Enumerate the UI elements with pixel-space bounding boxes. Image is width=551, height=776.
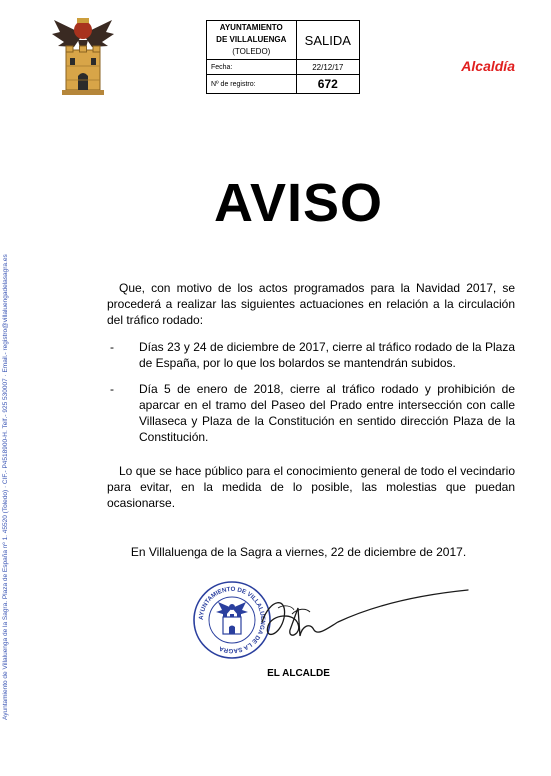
- registry-number-value: 672: [296, 75, 359, 94]
- bullet-dash: -: [110, 382, 114, 396]
- bullet-dash: -: [110, 340, 114, 354]
- list-item: [110, 381, 515, 445]
- list-item-text: Día 5 de enero de 2018, cierre al tráfico rodado y prohibición de aparcar en el tramo del Paseo del Prado entre intersección con calle Villaseca y Plaza de la Constitución en sentido dirección Plaza de la Constitución.: [139, 382, 515, 444]
- registry-organization: [207, 21, 297, 60]
- registry-stamp: [206, 20, 360, 94]
- mayor-signature: [258, 578, 470, 648]
- registry-number-label: Nº de registro:: [207, 75, 297, 94]
- town-crest-logo: [52, 14, 114, 96]
- list-item: [110, 339, 515, 371]
- registry-type: SALIDA: [296, 21, 359, 60]
- list-item-text: Días 23 y 24 de diciembre de 2017, cierre al tráfico rodado de la Plaza de España, por lo que los bolardos se mantendrán subidos.: [139, 340, 515, 370]
- date-line: En Villaluenga de la Sagra a viernes, 22 de diciembre de 2017.: [130, 545, 467, 559]
- measures-list: [110, 339, 515, 455]
- intro-paragraph: Que, con motivo de los actos programados para la Navidad 2017, se procederá a realizar las siguientes actuaciones en relación a la circulación del tráfico rodado:: [107, 281, 515, 327]
- department-label: Alcaldía: [461, 58, 515, 74]
- signatory-title: EL ALCALDE: [267, 668, 330, 679]
- registry-date-value: 22/12/17: [296, 60, 359, 75]
- closing-paragraph: Lo que se hace público para el conocimiento general de todo el vecindario para evitar, en la medida de lo posible, las molestias que puedan ocasionarse.: [107, 464, 515, 510]
- registry-date-label: Fecha:: [207, 60, 297, 75]
- seal-text: AYUNTAMIENTO DE VILLALUENGA DE LA SAGRA: [197, 585, 267, 655]
- registry-org-line2: DE VILLALUENGA: [216, 35, 287, 44]
- page-title: AVISO: [213, 173, 384, 233]
- registry-org-line1: AYUNTAMIENTO: [219, 23, 283, 32]
- sidebar-contact-text: Ayuntamiento de Villaluenga de la Sagra. Plaza de España nº 1. 45520 (Toledo) · CIF.- P4518900-H. Telf.- 925 530007 · Email.- registro@villaluengadelasagra.es: [2, 254, 9, 720]
- svg-text:AYUNTAMIENTO DE VILLALUENGA DE: [198, 586, 266, 654]
- registry-org-line3: (TOLEDO): [232, 47, 271, 56]
